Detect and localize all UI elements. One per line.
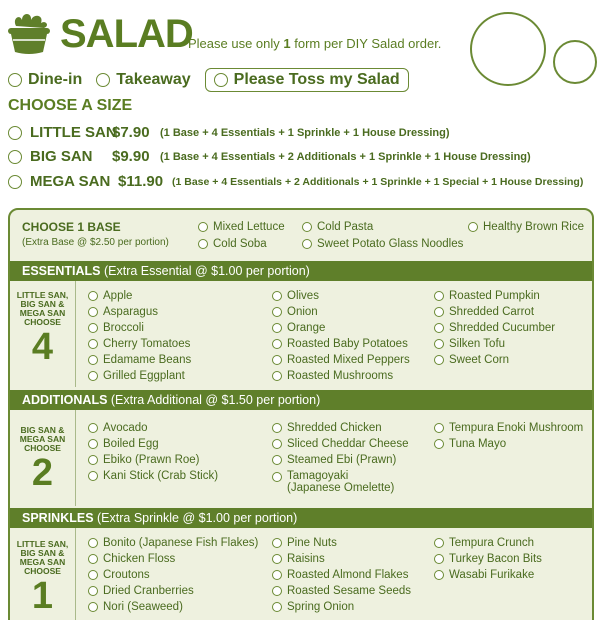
option-checkbox[interactable]	[88, 586, 98, 596]
option-item[interactable]: Tuna Mayo	[434, 438, 506, 450]
size-checkbox[interactable]	[8, 150, 22, 164]
option-item[interactable]: Cherry Tomatoes	[88, 338, 190, 350]
option-item[interactable]: Roasted Almond Flakes	[272, 569, 408, 581]
option-checkbox[interactable]	[272, 323, 282, 333]
option-item[interactable]: Roasted Pumpkin	[434, 290, 540, 302]
option-item[interactable]: Orange	[272, 322, 325, 334]
option-checkbox[interactable]	[272, 371, 282, 381]
option-checkbox[interactable]	[198, 239, 208, 249]
option-item[interactable]: Cold Soba	[198, 238, 267, 250]
option-checkbox[interactable]	[272, 291, 282, 301]
choose-count: 2	[31, 452, 54, 494]
base-subtitle: (Extra Base @ $2.50 per portion)	[22, 237, 169, 248]
essentials-side-panel	[10, 281, 76, 387]
size-checkbox[interactable]	[8, 175, 22, 189]
option-item[interactable]: Sweet Potato Glass Noodles	[302, 238, 463, 250]
option-checkbox[interactable]	[272, 554, 282, 564]
option-item[interactable]: Tempura Enoki Mushroom	[434, 422, 583, 434]
option-checkbox[interactable]	[272, 423, 282, 433]
option-checkbox[interactable]	[434, 570, 444, 580]
option-checkbox[interactable]	[302, 222, 312, 232]
additionals-header: ADDITIONALS (Extra Additional @ $1.50 per portion)	[10, 390, 592, 410]
option-checkbox[interactable]	[434, 339, 444, 349]
size-big-san[interactable]: BIG SAN $9.90 (1 Base + 4 Essentials + 2 Additionals + 1 Sprinkle + 1 House Dressing)	[8, 148, 531, 165]
toss-salad-checkbox[interactable]	[214, 73, 228, 87]
option-item[interactable]: Shredded Cucumber	[434, 322, 555, 334]
option-checkbox[interactable]	[434, 323, 444, 333]
option-item[interactable]: Shredded Chicken	[272, 422, 382, 434]
additionals-side-panel	[10, 410, 76, 506]
option-checkbox[interactable]	[88, 570, 98, 580]
option-checkbox[interactable]	[272, 538, 282, 548]
sticker-circle-large	[470, 12, 546, 86]
option-item[interactable]: Boiled Egg	[88, 438, 159, 450]
size-mega-san[interactable]: MEGA SAN $11.90 (1 Base + 4 Essentials + 2 Additionals + 1 Sprinkle + 1 Special + 1 House Dressing)	[8, 173, 583, 190]
option-item[interactable]: Asparagus	[88, 306, 158, 318]
option-item[interactable]: Steamed Ebi (Prawn)	[272, 454, 396, 466]
essentials-header: ESSENTIALS (Extra Essential @ $1.00 per portion)	[10, 261, 592, 281]
option-checkbox[interactable]	[468, 222, 478, 232]
option-checkbox[interactable]	[88, 323, 98, 333]
option-item[interactable]: Healthy Brown Rice	[468, 221, 584, 233]
option-item[interactable]: Ebiko (Prawn Roe)	[88, 454, 200, 466]
option-item[interactable]: Roasted Mushrooms	[272, 370, 393, 382]
takeaway-option[interactable]: Takeaway	[96, 71, 190, 89]
size-section-title: CHOOSE A SIZE	[8, 97, 133, 114]
option-checkbox[interactable]	[88, 538, 98, 548]
option-checkbox[interactable]	[88, 554, 98, 564]
option-checkbox[interactable]	[88, 423, 98, 433]
option-checkbox[interactable]	[434, 423, 444, 433]
side-caption: BIG SAN & MEGA SAN CHOOSE	[19, 425, 66, 453]
side-caption: LITTLE SAN, BIG SAN & MEGA SAN CHOOSE	[16, 290, 69, 327]
option-item[interactable]: Dried Cranberries	[88, 585, 194, 597]
option-checkbox[interactable]	[88, 455, 98, 465]
menu-panel	[8, 208, 594, 620]
option-item[interactable]: Tamagoyaki (Japanese Omelette)	[272, 470, 394, 494]
option-item[interactable]: Wasabi Furikake	[434, 569, 534, 581]
option-checkbox[interactable]	[434, 291, 444, 301]
salad-bowl-icon	[6, 10, 52, 56]
option-item[interactable]: Turkey Bacon Bits	[434, 553, 542, 565]
option-checkbox[interactable]	[302, 239, 312, 249]
option-checkbox[interactable]	[434, 355, 444, 365]
option-item[interactable]: Grilled Eggplant	[88, 370, 185, 382]
option-item[interactable]: Bonito (Japanese Fish Flakes)	[88, 537, 258, 549]
option-item[interactable]: Sliced Cheddar Cheese	[272, 438, 408, 450]
sprinkles-side-panel	[10, 528, 76, 620]
option-item[interactable]: Tempura Crunch	[434, 537, 534, 549]
order-type-row	[8, 68, 409, 92]
option-checkbox[interactable]	[88, 602, 98, 612]
option-item[interactable]: Avocado	[88, 422, 148, 434]
option-checkbox[interactable]	[272, 472, 282, 482]
option-checkbox[interactable]	[88, 307, 98, 317]
option-checkbox[interactable]	[88, 371, 98, 381]
page-title: SALAD	[60, 12, 193, 56]
option-checkbox[interactable]	[272, 455, 282, 465]
option-checkbox[interactable]	[272, 570, 282, 580]
option-item[interactable]: Edamame Beans	[88, 354, 191, 366]
option-checkbox[interactable]	[434, 307, 444, 317]
option-item[interactable]: Cold Pasta	[302, 221, 373, 233]
size-little-san[interactable]: LITTLE SAN $7.90 (1 Base + 4 Essentials + 1 Sprinkle + 1 House Dressing)	[8, 124, 450, 141]
choose-count: 1	[31, 575, 54, 617]
option-item[interactable]: Roasted Sesame Seeds	[272, 585, 411, 597]
sticker-circle-small	[553, 40, 597, 84]
base-section	[10, 210, 592, 258]
option-checkbox[interactable]	[434, 439, 444, 449]
option-checkbox[interactable]	[272, 355, 282, 365]
option-item[interactable]: Kani Stick (Crab Stick)	[88, 470, 218, 482]
option-item[interactable]: Shredded Carrot	[434, 306, 534, 318]
option-checkbox[interactable]	[198, 222, 208, 232]
option-checkbox[interactable]	[434, 554, 444, 564]
option-checkbox[interactable]	[88, 339, 98, 349]
option-checkbox[interactable]	[88, 355, 98, 365]
option-item[interactable]: Raisins	[272, 553, 325, 565]
option-checkbox[interactable]	[88, 471, 98, 481]
option-checkbox[interactable]	[88, 439, 98, 449]
option-item[interactable]: Olives	[272, 290, 319, 302]
option-checkbox[interactable]	[272, 307, 282, 317]
toss-salad-option[interactable]: Please Toss my Salad	[205, 68, 409, 92]
option-item[interactable]: Pine Nuts	[272, 537, 337, 549]
option-checkbox[interactable]	[434, 538, 444, 548]
option-item[interactable]: Roasted Baby Potatoes	[272, 338, 408, 350]
option-item[interactable]: Nori (Seaweed)	[88, 601, 183, 613]
option-item[interactable]: Broccoli	[88, 322, 144, 334]
option-checkbox[interactable]	[272, 439, 282, 449]
form-note: Please use only 1 form per DIY Salad order.	[188, 36, 442, 51]
choose-count: 4	[31, 326, 54, 368]
sprinkles-header: SPRINKLES (Extra Sprinkle @ $1.00 per portion)	[10, 508, 592, 528]
option-item[interactable]: Sweet Corn	[434, 354, 509, 366]
size-checkbox[interactable]	[8, 126, 22, 140]
option-item[interactable]: Mixed Lettuce	[198, 221, 285, 233]
base-title: CHOOSE 1 BASE	[22, 220, 121, 234]
option-checkbox[interactable]	[272, 602, 282, 612]
option-item[interactable]: Spring Onion	[272, 601, 354, 613]
option-checkbox[interactable]	[88, 291, 98, 301]
takeaway-checkbox[interactable]	[96, 73, 110, 87]
option-item[interactable]: Roasted Mixed Peppers	[272, 354, 410, 366]
dine-in-checkbox[interactable]	[8, 73, 22, 87]
dine-in-option[interactable]: Dine-in	[8, 71, 82, 89]
option-item[interactable]: Silken Tofu	[434, 338, 505, 350]
option-item[interactable]: Chicken Floss	[88, 553, 175, 565]
page-header	[6, 8, 466, 58]
option-item[interactable]: Apple	[88, 290, 132, 302]
side-caption: LITTLE SAN, BIG SAN & MEGA SAN CHOOSE	[16, 539, 69, 576]
option-checkbox[interactable]	[272, 586, 282, 596]
option-checkbox[interactable]	[272, 339, 282, 349]
option-item[interactable]: Croutons	[88, 569, 150, 581]
option-item[interactable]: Onion	[272, 306, 318, 318]
